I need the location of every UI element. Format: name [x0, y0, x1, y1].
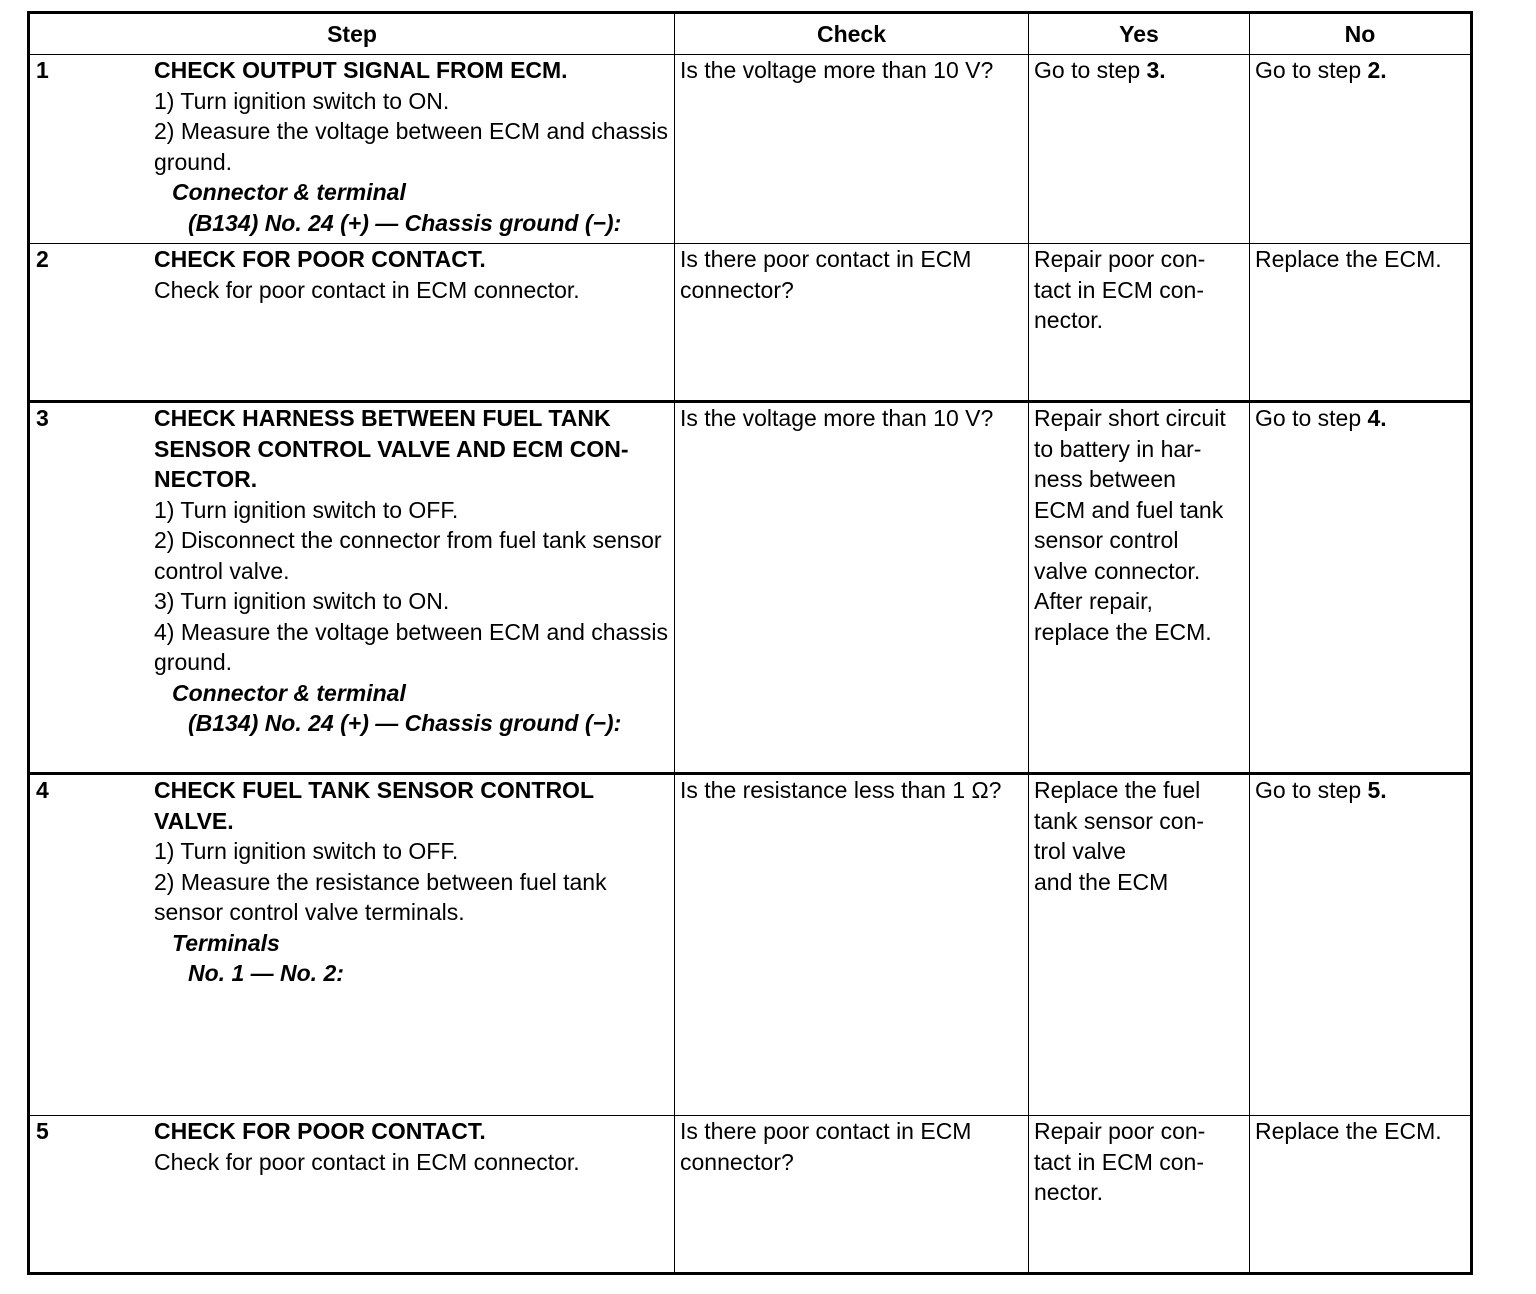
check-cell: Is the resistance less than 1 Ω? — [675, 774, 1029, 1116]
step-number: 2 — [36, 246, 49, 272]
step-cell — [29, 774, 675, 1116]
yes-text: Go to step — [1034, 57, 1147, 83]
no-text: Go to step — [1255, 405, 1368, 431]
diagnostic-table — [27, 11, 1473, 1275]
step-sub-heading: Terminals — [172, 929, 280, 956]
step-body — [154, 403, 674, 739]
table-row — [29, 1116, 1472, 1274]
step-cell — [29, 402, 675, 774]
step-cell — [29, 55, 675, 244]
step-instruction: 1) Turn ignition switch to ON. — [154, 87, 450, 114]
header-yes: Yes — [1029, 13, 1250, 55]
step-body — [154, 1116, 674, 1177]
step-instruction: Check for poor contact in ECM connector. — [154, 1148, 580, 1175]
yes-step-ref: 3. — [1146, 57, 1166, 83]
step-sub-detail: No. 1 — No. 2: — [188, 960, 344, 986]
header-step: Step — [29, 13, 675, 55]
yes-cell: Replace the fuel tank sensor con- trol valve and the ECM — [1029, 774, 1250, 1116]
no-cell — [1250, 402, 1472, 774]
step-title: CHECK FUEL TANK SENSOR CONTROL VALVE. — [154, 777, 594, 834]
yes-cell: Repair poor con- tact in ECM con- nector. — [1029, 244, 1250, 402]
step-body — [154, 244, 674, 305]
step-number: 5 — [36, 1118, 49, 1144]
yes-cell — [1029, 55, 1250, 244]
step-number: 4 — [36, 777, 49, 803]
step-instruction: 3) Turn ignition switch to ON. — [154, 588, 450, 614]
no-step-ref: 2. — [1367, 57, 1387, 83]
step-instruction: 1) Turn ignition switch to OFF. — [154, 838, 459, 864]
step-instruction: 2) Measure the voltage between ECM and chassis ground. — [154, 118, 668, 175]
step-cell — [29, 244, 675, 402]
no-cell: Replace the ECM. — [1250, 1116, 1472, 1274]
step-title: CHECK FOR POOR CONTACT. — [154, 246, 486, 272]
step-body — [154, 55, 674, 238]
no-cell — [1250, 55, 1472, 244]
table-row — [29, 402, 1472, 774]
step-instruction: Check for poor contact in ECM connector. — [154, 276, 580, 303]
no-step-ref: 4. — [1367, 405, 1387, 431]
step-title: CHECK FOR POOR CONTACT. — [154, 1118, 486, 1144]
step-cell — [29, 1116, 675, 1274]
step-sub-heading: Connector & terminal — [172, 179, 406, 205]
step-title: CHECK OUTPUT SIGNAL FROM ECM. — [154, 57, 568, 83]
step-body — [154, 775, 674, 989]
step-sub-detail: (B134) No. 24 (+) — Chassis ground (−): — [188, 710, 622, 736]
check-cell: Is there poor contact in ECM connector? — [675, 244, 1029, 402]
table-row — [29, 774, 1472, 1116]
step-instruction: 2) Measure the resistance between fuel tank sensor control valve terminals. — [154, 868, 607, 925]
step-sub-detail: (B134) No. 24 (+) — Chassis ground (−): — [188, 209, 622, 236]
step-instruction: 4) Measure the voltage between ECM and chassis ground. — [154, 618, 668, 675]
no-cell — [1250, 774, 1472, 1116]
no-cell: Replace the ECM. — [1250, 244, 1472, 402]
no-text: Go to step — [1255, 777, 1368, 803]
yes-cell: Repair poor con- tact in ECM con- nector. — [1029, 1116, 1250, 1274]
table-row — [29, 244, 1472, 402]
yes-cell: Repair short circuit to battery in har- ness between ECM and fuel tank sensor control valve connector. After repair, replace the ECM. — [1029, 402, 1250, 774]
step-instruction: 2) Disconnect the connector from fuel tank sensor control valve. — [154, 527, 662, 584]
step-instruction: 1) Turn ignition switch to OFF. — [154, 496, 459, 523]
step-title: CHECK HARNESS BETWEEN FUEL TANK SENSOR CONTROL VALVE AND ECM CON-NECTOR. — [154, 405, 629, 492]
step-sub-heading: Connector & terminal — [172, 679, 406, 706]
header-check: Check — [675, 13, 1029, 55]
no-step-ref: 5. — [1367, 777, 1387, 803]
header-row — [29, 13, 1472, 55]
table-row — [29, 55, 1472, 244]
check-cell: Is the voltage more than 10 V? — [675, 55, 1029, 244]
check-cell: Is there poor contact in ECM connector? — [675, 1116, 1029, 1274]
no-text: Go to step — [1255, 57, 1368, 83]
step-number: 1 — [36, 57, 49, 83]
step-number: 3 — [36, 405, 49, 431]
check-cell: Is the voltage more than 10 V? — [675, 402, 1029, 774]
header-no: No — [1250, 13, 1472, 55]
